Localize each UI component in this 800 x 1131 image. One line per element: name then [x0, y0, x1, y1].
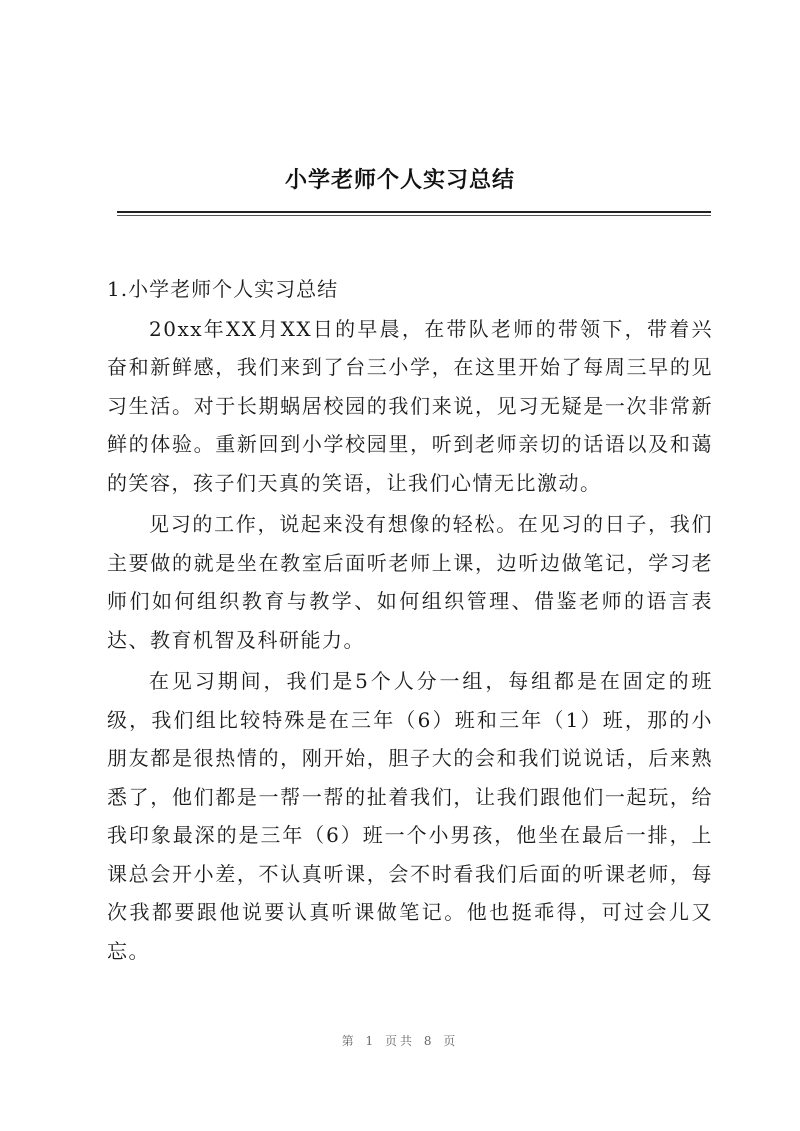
paragraph-3: 在见习期间，我们是5个人分一组，每组都是在固定的班级，我们组比较特殊是在三年（6）班和三年（1）班，那的小朋友都是很热情的，刚开始，胆子大的会和我们说说话，后来熟悉了，他们都是一帮一帮的扯着我们，让我们跟他们一起玩，给我印象最深的是三年（6）班一个小男孩，他坐在最后一排，上课总会开小差，不认真听课，会不时看我们后面的听课老师，每次我都要跟他说要认真听课做笔记。他也挺乖得，可过会儿又忘。	[107, 669, 713, 963]
paragraph-1: 20xx年XX月XX日的早晨，在带队老师的带领下，带着兴奋和新鲜感，我们来到了台三小学，在这里开始了每周三早的见习生活。对于长期蜗居校园的我们来说，见习无疑是一次非常新鲜的体验。重新回到小学校园里，听到老师亲切的话语以及和蔼的笑容，孩子们天真的笑语，让我们心情无比激动。	[107, 316, 713, 495]
footer-total-pages: 8	[423, 1034, 435, 1048]
footer-middle: 页共	[384, 1034, 415, 1048]
document-body	[107, 270, 713, 970]
title-divider-thick	[117, 211, 711, 213]
document-title: 小学老师个人实习总结	[284, 167, 515, 193]
paragraph-2: 见习的工作，说起来没有想像的轻松。在见习的日子，我们主要做的就是坐在教室后面听老师上课，边听边做笔记，学习老师们如何组织教育与教学、如何组织管理、借鉴老师的语言表达、教育机智及科研能力。	[107, 512, 713, 652]
section-heading: 1.小学老师个人实习总结	[107, 277, 339, 301]
page-footer	[0, 1032, 800, 1049]
footer-suffix: 页	[443, 1034, 459, 1048]
footer-prefix: 第	[341, 1034, 357, 1048]
footer-current-page: 1	[365, 1034, 377, 1048]
title-divider-thin	[117, 215, 711, 216]
